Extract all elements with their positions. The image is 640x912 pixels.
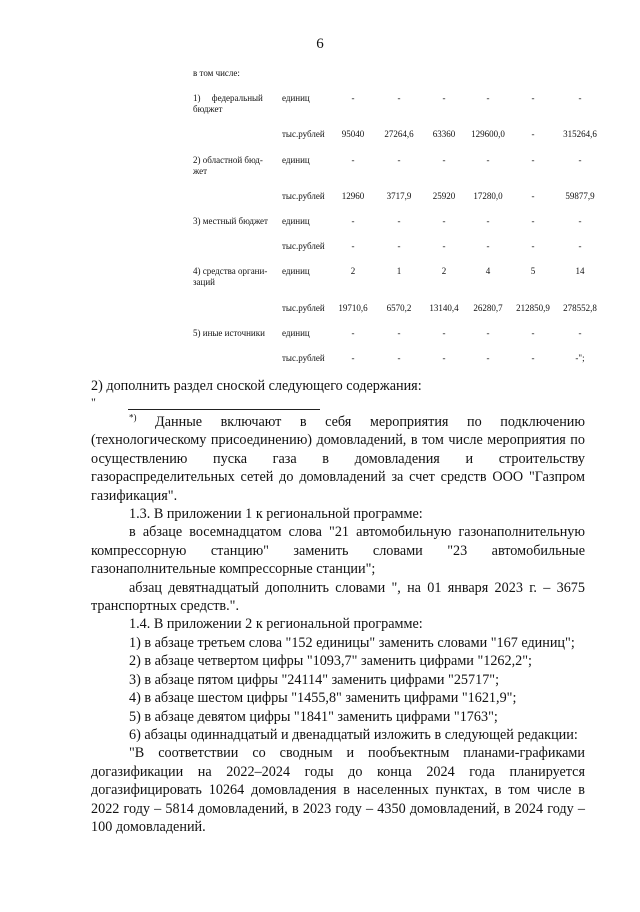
cell: 129600,0 xyxy=(471,129,505,139)
cell: - xyxy=(531,353,535,363)
paragraph: 2) в абзаце четвертом цифры "1093,7" заменить цифрами "1262,2"; xyxy=(129,653,532,670)
cell: - xyxy=(397,328,401,338)
cell: - xyxy=(442,353,446,363)
cell: 25920 xyxy=(432,191,456,201)
cell: 17280,0 xyxy=(473,191,503,201)
cell: - xyxy=(578,241,582,251)
cell: 3717,9 xyxy=(386,191,412,201)
cell: 27264,6 xyxy=(384,129,414,139)
cell: 2 xyxy=(441,266,447,276)
row-label: 4) средства органи- заций xyxy=(193,266,268,287)
cell: - xyxy=(442,216,446,226)
row-unit: тыс.рублей xyxy=(282,129,325,139)
cell: - xyxy=(442,241,446,251)
cell: - xyxy=(397,241,401,251)
cell: - xyxy=(531,328,535,338)
footnote-text: Данные включают в себя мероприятия по подключению (технологическому присоединению) домовладений, в том числе мероприятия по осуществлению пуска газа в домовладения и строительству газораспределительных сетей до домовладений за счет средств ООО "Газпром газификация". xyxy=(91,414,585,504)
paragraph: 6) абзацы одиннадцатый и двенадцатый изложить в следующей редакции: xyxy=(129,726,578,743)
cell: 63360 xyxy=(432,129,456,139)
cell: - xyxy=(486,353,490,363)
row-label: 3) местный бюджет xyxy=(193,216,268,226)
cell: - xyxy=(351,93,355,103)
cell: - xyxy=(486,328,490,338)
cell: - xyxy=(486,155,490,165)
paragraph: 1) в абзаце третьем слова "152 единицы" заменить словами "167 единиц"; xyxy=(129,634,575,651)
document-body xyxy=(91,413,585,836)
cell: 26280,7 xyxy=(473,303,503,313)
cell: - xyxy=(531,191,535,201)
cell: - xyxy=(397,353,401,363)
section-note xyxy=(91,377,585,395)
cell: 12960 xyxy=(341,191,365,201)
paragraph: 2) дополнить раздел сноской следующего содержания: xyxy=(91,378,422,394)
cell: - xyxy=(578,155,582,165)
row-unit: единиц xyxy=(282,266,310,276)
table-intro: в том числе: xyxy=(193,68,240,78)
cell: - xyxy=(531,129,535,139)
page-number: 6 xyxy=(316,36,324,52)
cell: - xyxy=(486,241,490,251)
row-unit: тыс.рублей xyxy=(282,191,325,201)
cell: - xyxy=(531,241,535,251)
cell: - xyxy=(578,328,582,338)
cell: - xyxy=(351,353,355,363)
cell: 59877,9 xyxy=(565,191,595,201)
cell: - xyxy=(531,155,535,165)
paragraph: 1.3. В приложении 1 к региональной программе: xyxy=(129,506,423,523)
row-unit: тыс.рублей xyxy=(282,303,325,313)
row-label: 2) областной бюд- жет xyxy=(193,155,263,176)
footnote-mark: *) xyxy=(129,412,137,423)
cell: - xyxy=(351,155,355,165)
cell: - xyxy=(531,93,535,103)
cell: - xyxy=(397,93,401,103)
cell: 4 xyxy=(485,266,491,276)
cell: - xyxy=(442,93,446,103)
cell: 19710,6 xyxy=(338,303,368,313)
cell: - xyxy=(442,328,446,338)
row-unit: единиц xyxy=(282,155,310,165)
row-unit: тыс.рублей xyxy=(282,241,325,251)
cell: 212850,9 xyxy=(516,303,550,313)
cell: - xyxy=(351,241,355,251)
cell: - xyxy=(351,328,355,338)
cell: - xyxy=(486,93,490,103)
cell: - xyxy=(351,216,355,226)
quote-open: " xyxy=(91,395,96,409)
paragraph: 5) в абзаце девятом цифры "1841" заменить цифрами "1763"; xyxy=(129,708,498,725)
paragraph: 3) в абзаце пятом цифры "24114" заменить цифрами "25717"; xyxy=(129,671,500,688)
cell: 13140,4 xyxy=(429,303,459,313)
row-label: 1) федеральный бюджет xyxy=(193,93,263,114)
cell: - xyxy=(578,216,582,226)
cell: 14 xyxy=(575,266,585,276)
quoted-paragraph: "В соответствии со сводным и пообъектным планами-графиками догазификации на 2022–2024 годы до конца 2024 года планируется догазифицировать 10264 домовладения в населенных пунктах, в том числе в 2022 году – 5814 домовладений, в 2023 году – 4350 домовладений, в 2024 году – 100 домовладений. xyxy=(91,745,585,835)
row-unit: единиц xyxy=(282,216,310,226)
row-unit: единиц xyxy=(282,328,310,338)
cell: 315264,6 xyxy=(563,129,597,139)
cell: - xyxy=(442,155,446,165)
footnote-divider xyxy=(128,409,320,410)
row-label: 5) иные источники xyxy=(193,328,265,338)
cell: - xyxy=(486,216,490,226)
cell: 6570,2 xyxy=(386,303,412,313)
paragraph: 4) в абзаце шестом цифры "1455,8" заменить цифрами "1621,9"; xyxy=(129,690,517,707)
cell: - xyxy=(531,216,535,226)
cell: 1 xyxy=(396,266,402,276)
cell: 2 xyxy=(350,266,356,276)
paragraph: в абзаце восемнадцатом слова "21 автомобильную газонаполнительную компрессорную станцию" заменить словами "23 автомобильные газонаполнительные компрессорные станции"; xyxy=(91,524,585,578)
paragraph: 1.4. В приложении 2 к региональной программе: xyxy=(129,616,423,633)
row-unit: единиц xyxy=(282,93,310,103)
cell: 278552,8 xyxy=(563,303,597,313)
paragraph: абзац девятнадцатый дополнить словами ", на 01 января 2023 г. – 3675 транспортных средств.". xyxy=(91,579,585,615)
cell: 5 xyxy=(530,266,536,276)
row-unit: тыс.рублей xyxy=(282,353,325,363)
footnote-paragraph xyxy=(91,413,585,505)
cell: - xyxy=(397,216,401,226)
cell: - xyxy=(578,93,582,103)
cell: - xyxy=(397,155,401,165)
cell: 95040 xyxy=(341,129,365,139)
cell: -"; xyxy=(575,353,585,363)
